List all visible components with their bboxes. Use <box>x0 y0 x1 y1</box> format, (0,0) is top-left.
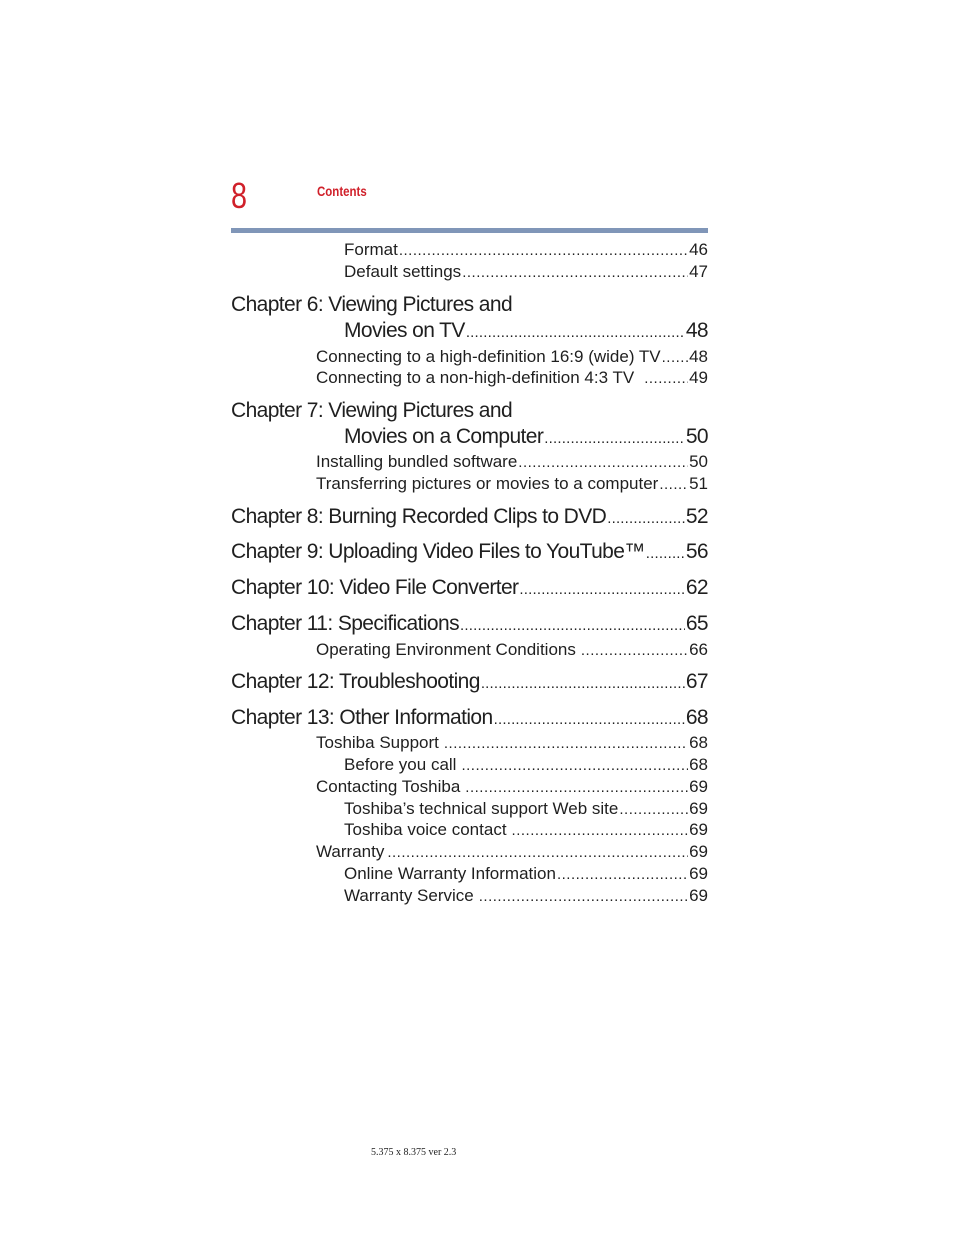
toc-entry-voice-contact[interactable] <box>344 820 708 841</box>
toc-entry-label: Toshiba voice contact <box>344 820 507 839</box>
toc-entry-page: 48 <box>685 319 708 342</box>
toc-leader-dots <box>494 705 685 733</box>
toc-entry-page: 47 <box>689 262 708 281</box>
toc-leader-dots <box>387 842 688 863</box>
toc-entry-page: 69 <box>689 886 708 905</box>
toc-chapter-6-title[interactable]: Chapter 6: Viewing Pictures and <box>231 293 513 316</box>
toc-entry-label: Movies on a Computer <box>344 425 544 448</box>
toc-leader-dots <box>557 864 688 885</box>
toc-leader-dots <box>619 799 688 820</box>
toc-entry-warranty-service[interactable] <box>344 886 708 907</box>
toc-entry-connecting-hd[interactable] <box>316 347 708 368</box>
toc-leader-dots <box>581 640 688 661</box>
toc-entry-toshiba-support[interactable] <box>316 733 708 754</box>
toc-entry-page: 68 <box>689 733 708 752</box>
toc-entry-label: Chapter 8: Burning Recorded Clips to DVD <box>231 505 607 528</box>
toc-leader-dots <box>659 474 688 495</box>
toc-entry-page: 62 <box>685 576 708 599</box>
toc-chapter-12[interactable] <box>231 669 708 697</box>
toc-entry-connecting-non-hd[interactable] <box>316 368 708 389</box>
toc-leader-dots <box>481 669 685 697</box>
toc-entry-label: Connecting to a high-definition 16:9 (wide) TV <box>316 347 661 366</box>
toc-entry-page: 67 <box>685 670 708 693</box>
toc-leader-dots <box>444 733 688 754</box>
toc-entry-page: 65 <box>685 612 708 635</box>
toc-entry-label: Warranty <box>316 842 385 861</box>
toc-entry-label: Online Warranty Information <box>344 864 556 883</box>
toc-entry-label: Operating Environment Conditions <box>316 640 576 659</box>
toc-entry-page: 50 <box>689 452 708 471</box>
toc-entry-page: 69 <box>689 777 708 796</box>
toc-entry-label: Toshiba Support <box>316 733 439 752</box>
toc-entry-page: 46 <box>689 240 708 259</box>
toc-leader-dots <box>519 575 684 603</box>
toc-chapter-7-title[interactable]: Chapter 7: Viewing Pictures and <box>231 399 513 422</box>
toc-entry-before-you-call[interactable] <box>344 755 708 776</box>
toc-entry-online-warranty[interactable] <box>344 864 708 885</box>
toc-leader-dots <box>460 611 685 639</box>
toc-chapter-7[interactable] <box>344 424 708 452</box>
toc-entry-page: 68 <box>689 755 708 774</box>
toc-entry-label: Connecting to a non-high-definition 4:3 TV <box>316 368 635 387</box>
toc-leader-dots <box>512 820 689 841</box>
toc-leader-dots <box>518 452 688 473</box>
toc-entry-technical-support-site[interactable] <box>344 799 708 820</box>
toc-entry-label: Format <box>344 240 398 259</box>
toc-entry-warranty[interactable] <box>316 842 708 863</box>
toc-entry-page: 68 <box>685 706 708 729</box>
toc-entry-label: Toshiba’s technical support Web site <box>344 799 619 818</box>
toc-entry-page: 69 <box>689 799 708 818</box>
toc-leader-dots <box>544 424 685 452</box>
toc-entry-transferring[interactable] <box>316 474 708 495</box>
toc-entry-label: Before you call <box>344 755 457 774</box>
toc-entry-page: 69 <box>689 820 708 839</box>
toc-entry-page: 66 <box>689 640 708 659</box>
toc-leader-dots <box>462 262 688 283</box>
running-head: Contents <box>317 183 367 199</box>
toc-entry-page: 52 <box>685 505 708 528</box>
toc-entry-label: Default settings <box>344 262 462 281</box>
toc-entry-contacting-toshiba[interactable] <box>316 777 708 798</box>
toc-leader-dots <box>646 539 685 567</box>
toc-leader-dots <box>479 886 688 907</box>
toc-entry-installing-software[interactable] <box>316 452 708 473</box>
toc-entry-page: 49 <box>689 368 708 387</box>
toc-entry-format[interactable] <box>344 240 708 261</box>
toc-chapter-10[interactable] <box>231 575 708 603</box>
toc-entry-page: 51 <box>689 474 708 493</box>
page-number: 8 <box>231 175 248 216</box>
toc-entry-label: Movies on TV <box>344 319 465 342</box>
toc-entry-label: Installing bundled software <box>316 452 518 471</box>
toc-entry-label: Chapter 11: Specifications <box>231 612 459 635</box>
toc-entry-operating-conditions[interactable] <box>316 640 708 661</box>
toc-entry-page: 56 <box>685 540 708 563</box>
toc-entry-label: Chapter 9: Uploading Video Files to YouTube™ <box>231 540 645 563</box>
toc-entry-label: Chapter 13: Other Information <box>231 706 493 729</box>
toc-entry-page: 48 <box>689 347 708 366</box>
toc-entry-label: Chapter 10: Video File Converter <box>231 576 519 599</box>
toc-entry-label: Contacting Toshiba <box>316 777 461 796</box>
toc-entry-default-settings[interactable] <box>344 262 708 283</box>
toc-leader-dots <box>465 777 688 798</box>
toc-entry-label: Transferring pictures or movies to a computer <box>316 474 659 493</box>
toc-chapter-9[interactable] <box>231 539 708 567</box>
toc-chapter-6[interactable] <box>344 318 708 346</box>
toc-entry-page: 50 <box>685 425 708 448</box>
toc-entry-page: 69 <box>689 842 708 861</box>
toc-leader-dots <box>461 755 688 776</box>
page-footer: 5.375 x 8.375 ver 2.3 <box>371 1147 457 1158</box>
toc-leader-dots <box>466 318 685 346</box>
toc-leader-dots <box>644 368 688 389</box>
toc-chapter-13[interactable] <box>231 705 708 733</box>
toc-entry-label: Chapter 12: Troubleshooting <box>231 670 480 693</box>
toc-entry-page: 69 <box>689 864 708 883</box>
toc-entry-label: Warranty Service <box>344 886 474 905</box>
toc-chapter-11[interactable] <box>231 611 708 639</box>
toc-leader-dots <box>662 347 688 368</box>
toc-leader-dots <box>399 240 688 261</box>
toc-chapter-8[interactable] <box>231 504 708 532</box>
toc-leader-dots <box>607 504 685 532</box>
